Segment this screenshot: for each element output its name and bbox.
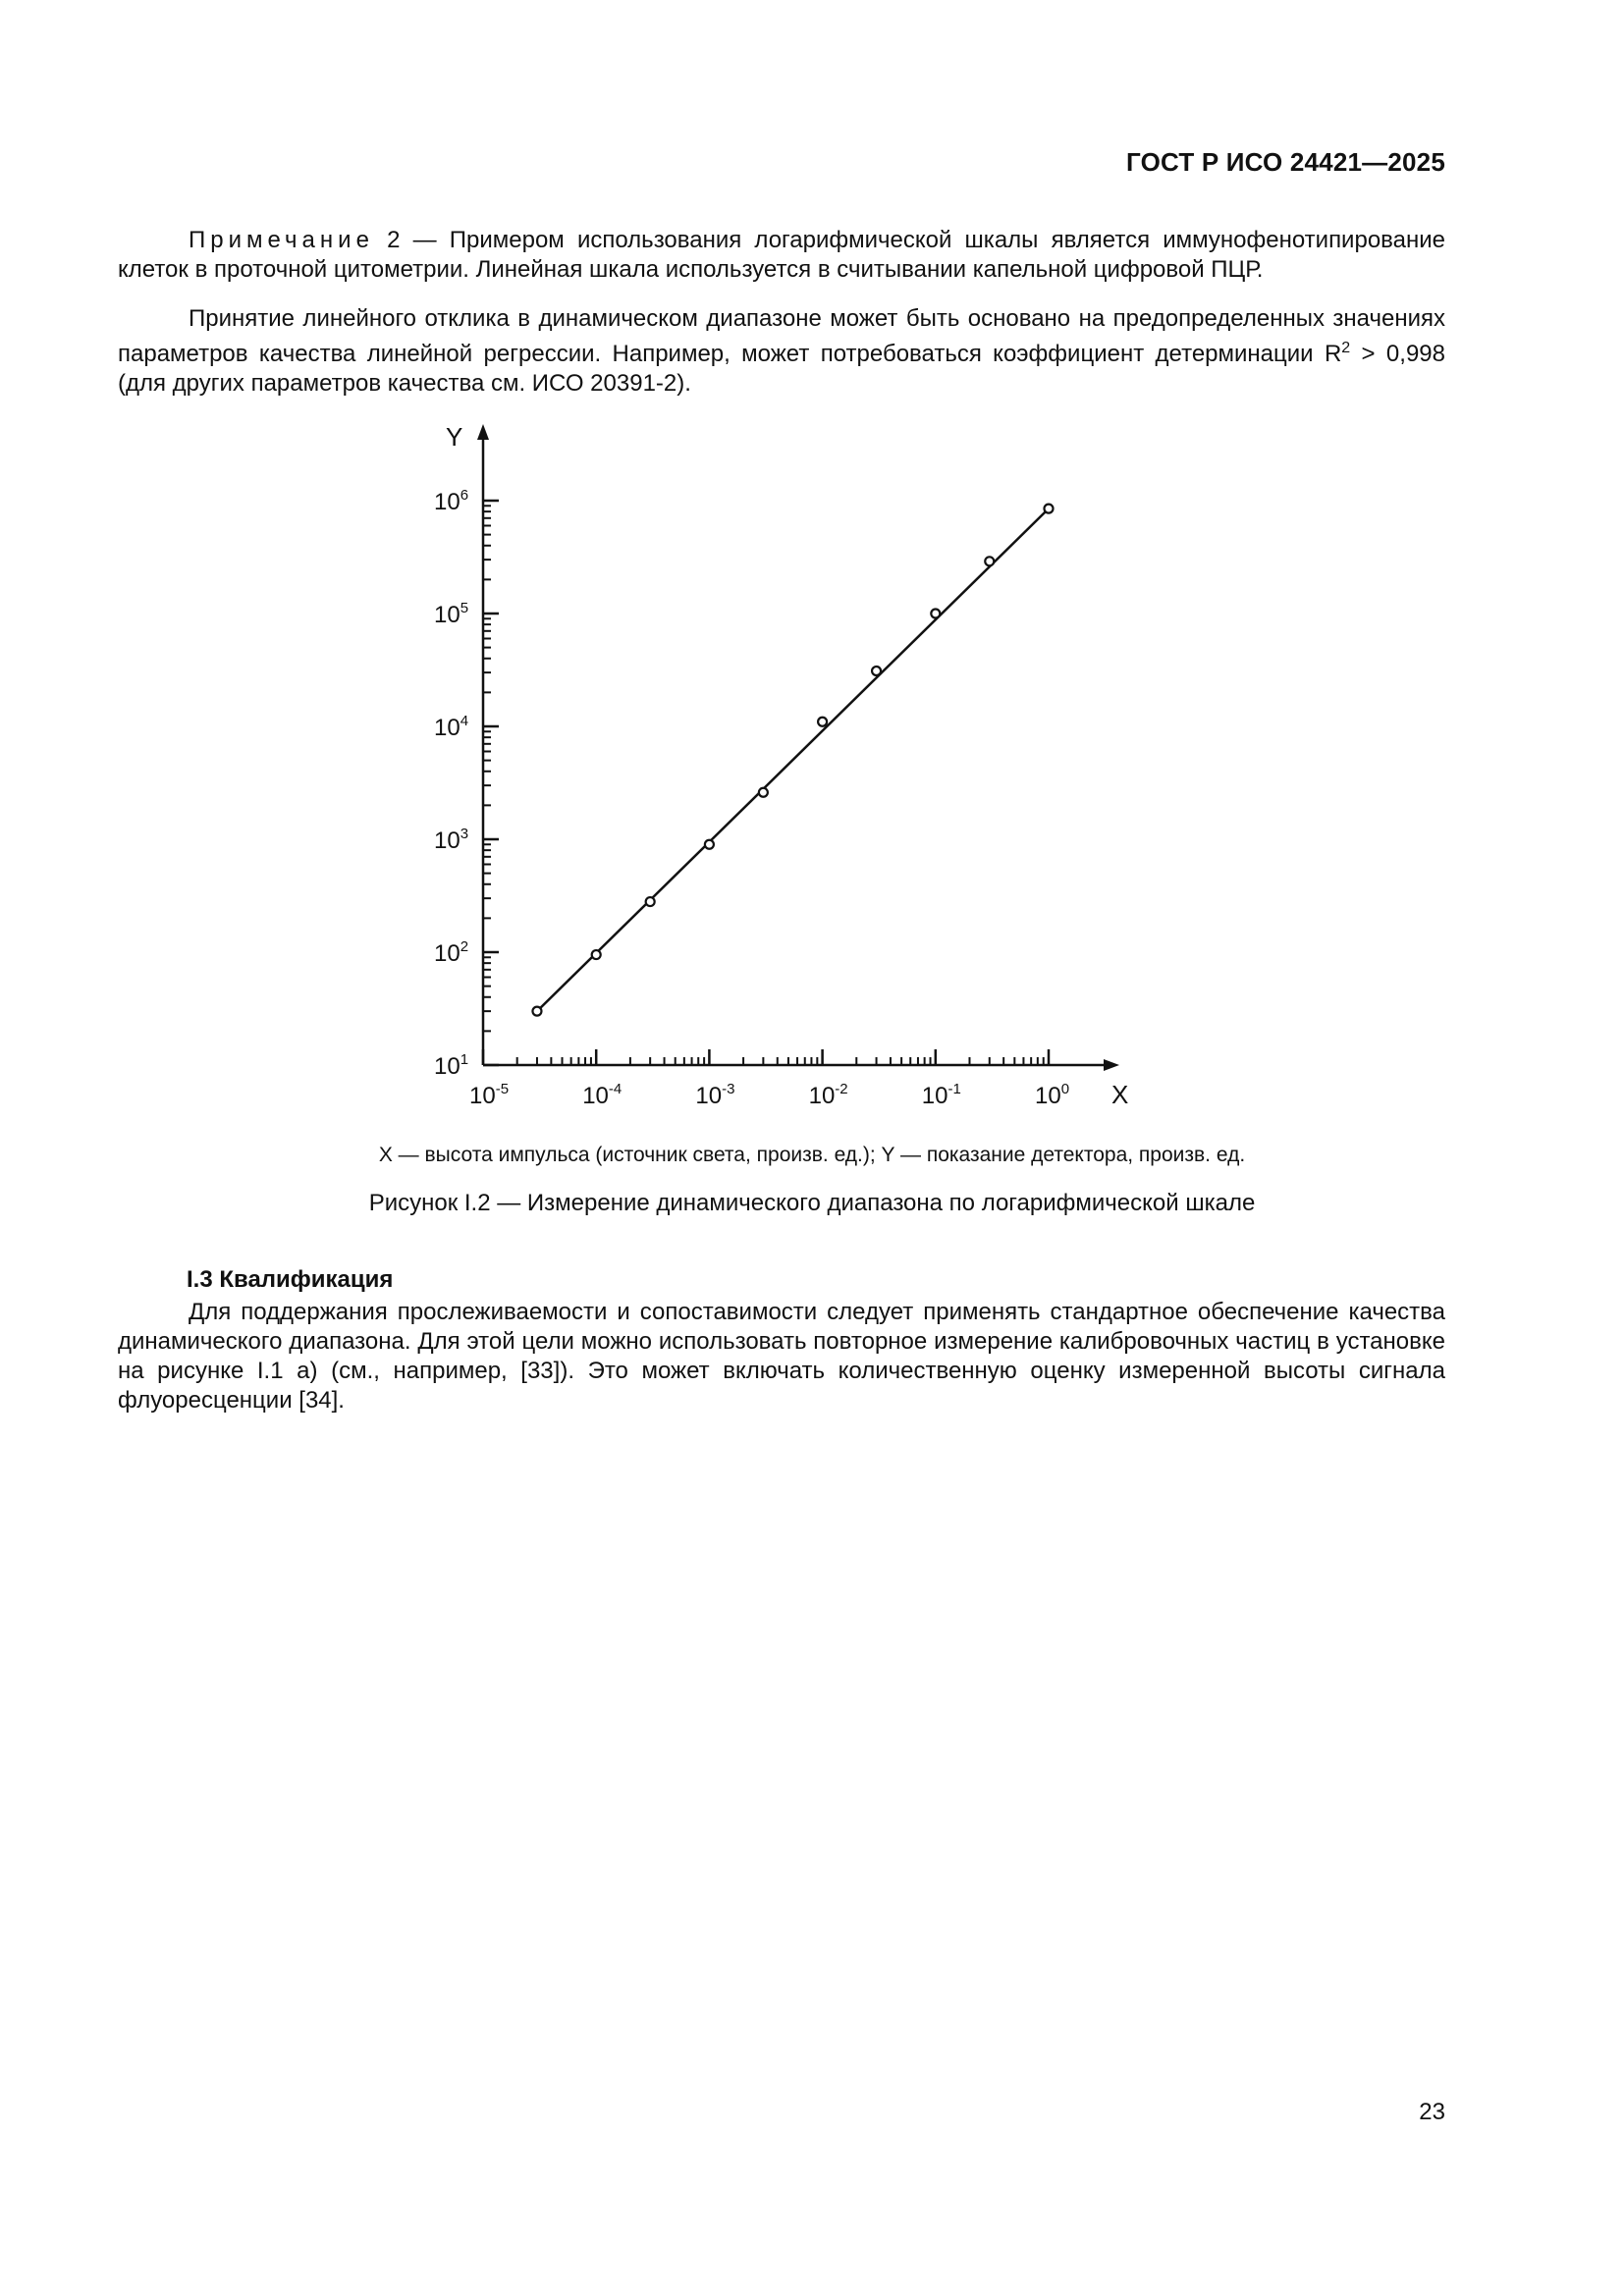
x-tick-label: $10^{-3}$ <box>695 1081 735 1109</box>
y-tick-label: $10^1$ <box>434 1051 469 1080</box>
y-tick-label: $10^5$ <box>434 600 469 628</box>
x-tick-label: $10^{-5}$ <box>469 1081 510 1109</box>
x-tick-label: $10^{-4}$ <box>582 1081 623 1109</box>
fit-line <box>537 508 1049 1011</box>
standard-header: ГОСТ Р ИСО 24421—2025 <box>1125 147 1445 177</box>
y-axis-arrow <box>477 424 489 440</box>
figure-caption: Рисунок I.2 — Измерение динамического диапазона по логарифмической шкале <box>368 1190 1256 1216</box>
data-point <box>592 950 601 959</box>
data-point <box>759 788 768 797</box>
x-tick-label: $10^{-1}$ <box>921 1081 961 1109</box>
data-point <box>818 718 827 726</box>
figure-legend: X — высота импульса (источник света, произв. ед.); Y — показание детектора, произв. ед. <box>378 1144 1246 1166</box>
r-exponent: 2 <box>1341 340 1351 356</box>
data-point <box>705 840 714 849</box>
note-paragraph <box>118 226 1445 285</box>
x-tick-label: $10^0$ <box>1035 1081 1070 1109</box>
data-point <box>931 610 940 618</box>
figure <box>0 412 1624 1139</box>
r-symbol: R <box>1324 341 1342 367</box>
data-point <box>532 1007 541 1016</box>
acceptance-text: Принятие линейного отклика в динамическом диапазоне может быть основано на предопределенных значениях параметров качества линейной регрессии. Например, может потребоваться коэффициент детерминации <box>118 305 1445 367</box>
acceptance-text-end: > 0,998 (для других параметров качества см. ИСО 20391-2). <box>118 341 1445 397</box>
note-prefix: Примечание <box>189 227 374 253</box>
log-log-chart <box>0 412 1624 1139</box>
section-heading: I.3 Квалификация <box>187 1266 394 1293</box>
note-text: 2 — Примером использования логарифмической шкалы является иммунофенотипирование клеток в проточной цитометрии. Линейная шкала используется в считывании капельной цифровой ПЦР. <box>118 227 1445 283</box>
x-axis-letter: X <box>1111 1080 1129 1109</box>
y-tick-label: $10^3$ <box>434 826 469 854</box>
acceptance-paragraph <box>118 304 1445 399</box>
page-number: 23 <box>1419 2099 1445 2125</box>
data-point <box>872 667 881 675</box>
y-tick-label: $10^2$ <box>434 938 469 967</box>
x-axis-arrow <box>1104 1059 1119 1071</box>
y-axis-letter: Y <box>446 422 463 452</box>
data-point <box>985 557 994 565</box>
y-tick-label: $10^6$ <box>434 487 469 515</box>
x-tick-label: $10^{-2}$ <box>808 1081 848 1109</box>
y-tick-label: $10^4$ <box>434 713 469 741</box>
data-point <box>646 897 655 906</box>
section-paragraph: Для поддержания прослеживаемости и сопоставимости следует применять стандартное обеспечение качества динамического диапазона. Для этой цели можно использовать повторное измерение калибровочных частиц в установке на рисунке I.1 а) (см., например, [33]). Это может включать количественную оценку измеренной высоты сигнала флуоресценции [34]. <box>118 1299 1445 1414</box>
data-point <box>1045 505 1054 513</box>
